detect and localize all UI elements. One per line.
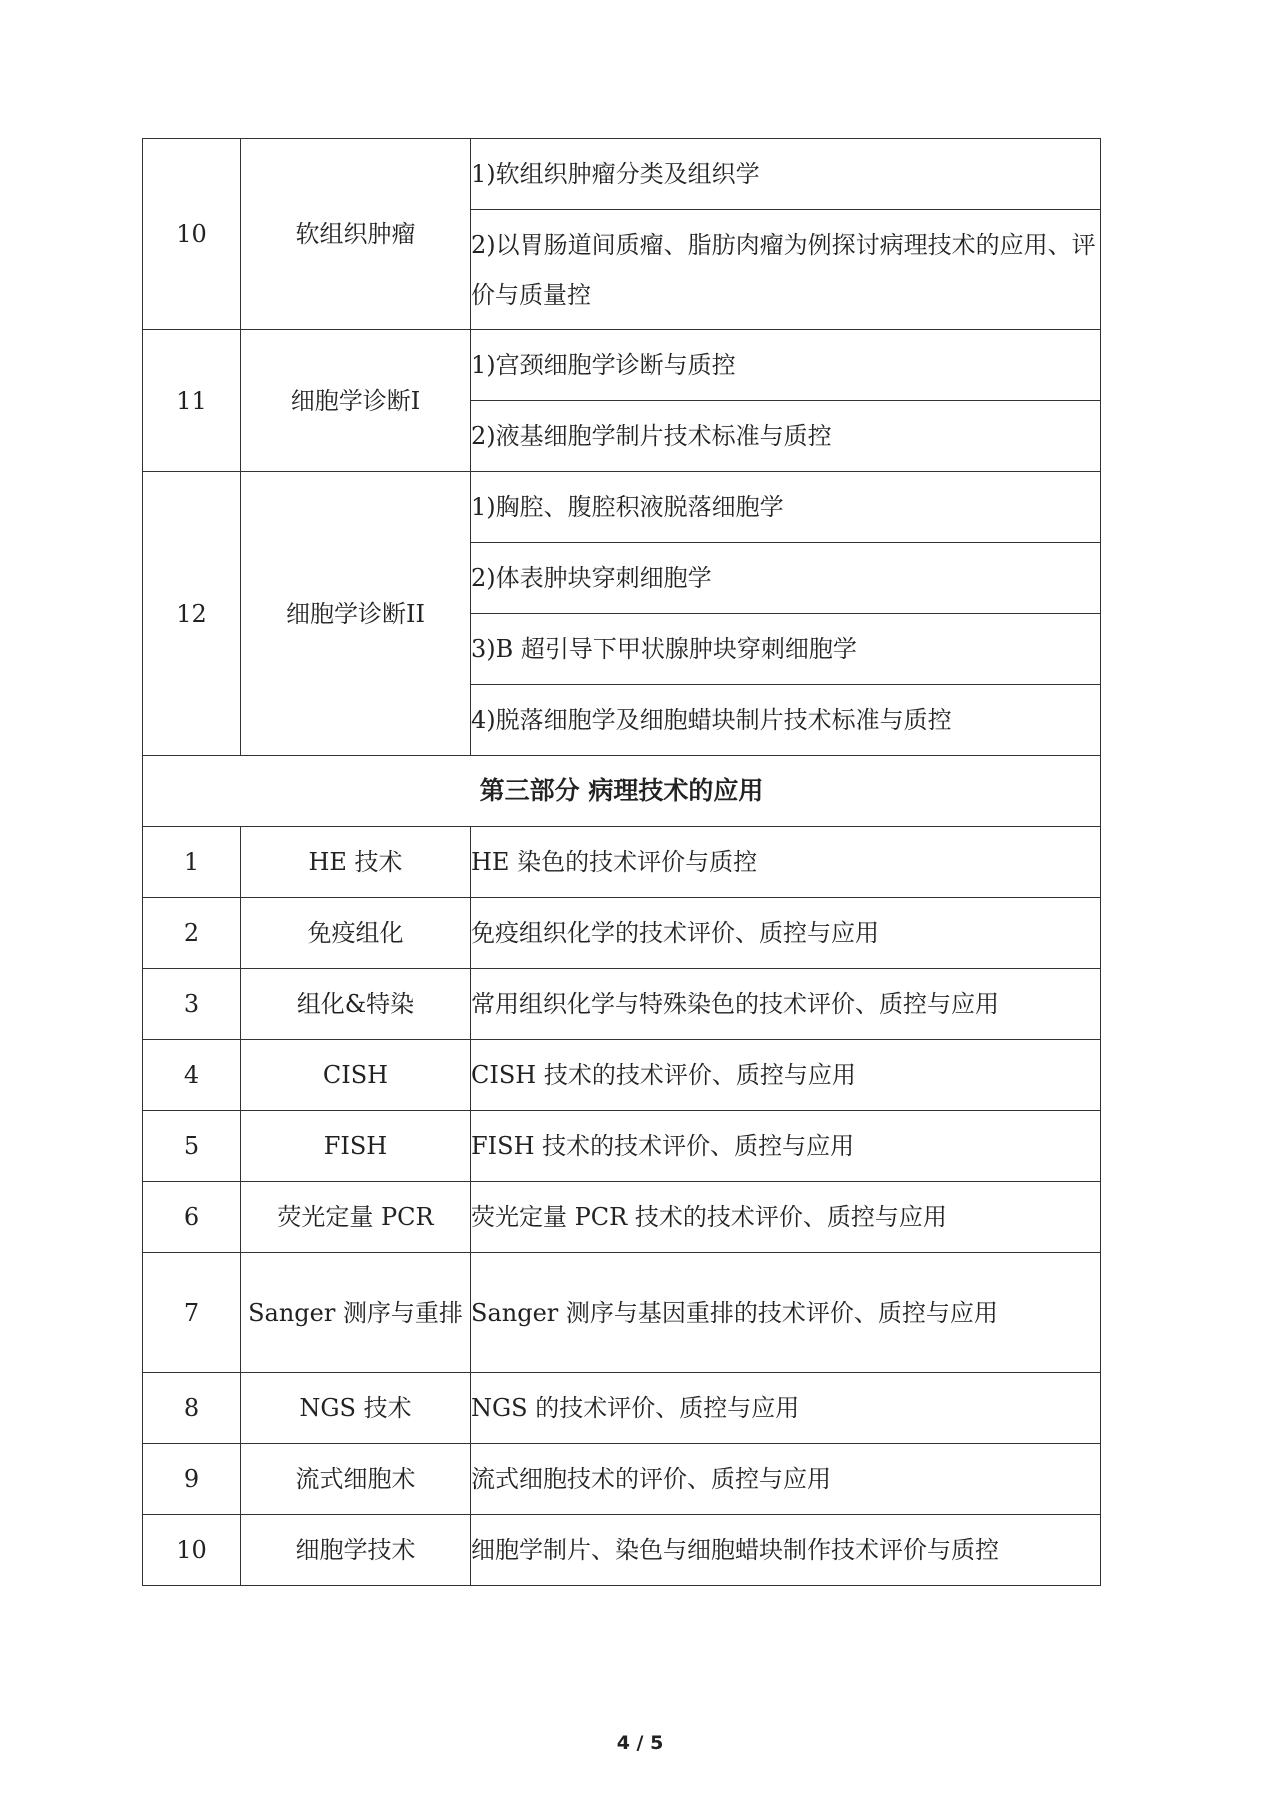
technique-name: 荧光定量 PCR bbox=[241, 1182, 471, 1253]
table-row bbox=[143, 1444, 1101, 1515]
technique-name: CISH bbox=[241, 1040, 471, 1111]
topic-item: 3)B 超引导下甲状腺肿块穿刺细胞学 bbox=[471, 614, 1101, 685]
technique-content: 细胞学制片、染色与细胞蜡块制作技术评价与质控 bbox=[471, 1515, 1101, 1586]
row-number: 1 bbox=[143, 827, 241, 898]
table-row bbox=[143, 472, 1101, 543]
table-row bbox=[143, 898, 1101, 969]
topic-name: 细胞学诊断I bbox=[241, 330, 471, 472]
topic-name: 软组织肿瘤 bbox=[241, 139, 471, 330]
section-title: 第三部分 病理技术的应用 bbox=[143, 756, 1101, 827]
table-row bbox=[143, 1253, 1101, 1373]
technique-content: CISH 技术的技术评价、质控与应用 bbox=[471, 1040, 1101, 1111]
row-number: 10 bbox=[143, 139, 241, 330]
table-row bbox=[143, 969, 1101, 1040]
technique-content: 免疫组织化学的技术评价、质控与应用 bbox=[471, 898, 1101, 969]
row-number: 5 bbox=[143, 1111, 241, 1182]
topic-name: 细胞学诊断II bbox=[241, 472, 471, 756]
row-number: 12 bbox=[143, 472, 241, 756]
section-header-row bbox=[143, 756, 1101, 827]
technique-name: NGS 技术 bbox=[241, 1373, 471, 1444]
technique-content: NGS 的技术评价、质控与应用 bbox=[471, 1373, 1101, 1444]
technique-content: 常用组织化学与特殊染色的技术评价、质控与应用 bbox=[471, 969, 1101, 1040]
topic-item: 1)胸腔、腹腔积液脱落细胞学 bbox=[471, 472, 1101, 543]
technique-content: 流式细胞技术的评价、质控与应用 bbox=[471, 1444, 1101, 1515]
row-number: 9 bbox=[143, 1444, 241, 1515]
table-row bbox=[143, 1111, 1101, 1182]
topic-item: 2)体表肿块穿刺细胞学 bbox=[471, 543, 1101, 614]
course-table bbox=[142, 138, 1101, 1586]
row-number: 10 bbox=[143, 1515, 241, 1586]
topic-item: 2)以胃肠道间质瘤、脂肪肉瘤为例探讨病理技术的应用、评价与质量控 bbox=[471, 210, 1101, 330]
row-number: 4 bbox=[143, 1040, 241, 1111]
technique-content: Sanger 测序与基因重排的技术评价、质控与应用 bbox=[471, 1253, 1101, 1373]
technique-name: FISH bbox=[241, 1111, 471, 1182]
table-row bbox=[143, 1515, 1101, 1586]
technique-name: Sanger 测序与重排 bbox=[241, 1253, 471, 1373]
row-number: 6 bbox=[143, 1182, 241, 1253]
technique-name: 细胞学技术 bbox=[241, 1515, 471, 1586]
topic-item: 1)宫颈细胞学诊断与质控 bbox=[471, 330, 1101, 401]
topic-item: 2)液基细胞学制片技术标准与质控 bbox=[471, 401, 1101, 472]
table-row bbox=[143, 827, 1101, 898]
page-number: 4 / 5 bbox=[616, 1732, 664, 1754]
table-row bbox=[143, 330, 1101, 401]
technique-name: 流式细胞术 bbox=[241, 1444, 471, 1515]
technique-name: 免疫组化 bbox=[241, 898, 471, 969]
table-row bbox=[143, 1040, 1101, 1111]
topic-item: 1)软组织肿瘤分类及组织学 bbox=[471, 139, 1101, 210]
technique-content: 荧光定量 PCR 技术的技术评价、质控与应用 bbox=[471, 1182, 1101, 1253]
topic-item: 4)脱落细胞学及细胞蜡块制片技术标准与质控 bbox=[471, 685, 1101, 756]
technique-content: FISH 技术的技术评价、质控与应用 bbox=[471, 1111, 1101, 1182]
table-row bbox=[143, 139, 1101, 210]
row-number: 3 bbox=[143, 969, 241, 1040]
row-number: 2 bbox=[143, 898, 241, 969]
technique-name: HE 技术 bbox=[241, 827, 471, 898]
table-row bbox=[143, 1182, 1101, 1253]
technique-content: HE 染色的技术评价与质控 bbox=[471, 827, 1101, 898]
technique-name: 组化&特染 bbox=[241, 969, 471, 1040]
table-row bbox=[143, 1373, 1101, 1444]
row-number: 11 bbox=[143, 330, 241, 472]
row-number: 7 bbox=[143, 1253, 241, 1373]
row-number: 8 bbox=[143, 1373, 241, 1444]
